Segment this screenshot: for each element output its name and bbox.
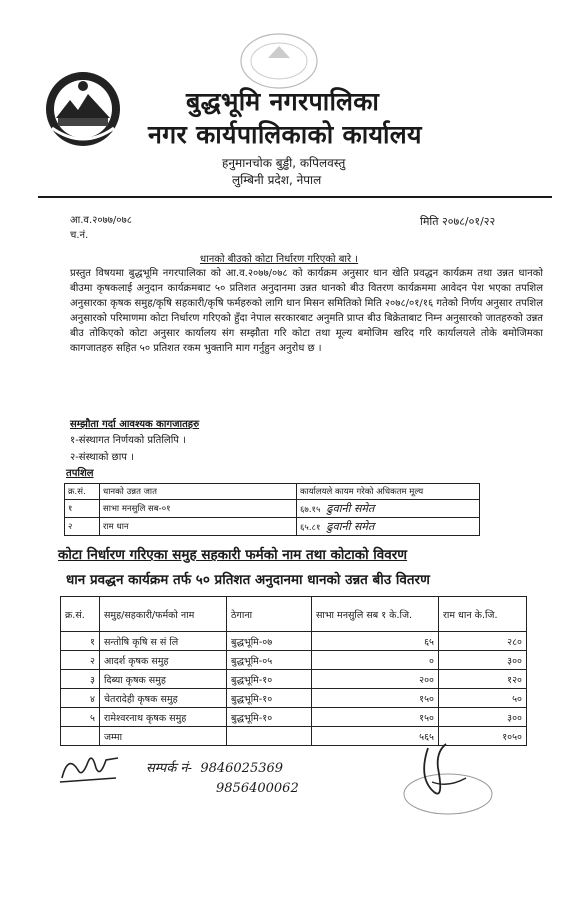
total-label-cell: जम्मा — [100, 727, 227, 746]
serial-cell: ५ — [61, 708, 100, 727]
price-value: ६७.१५ — [300, 505, 321, 515]
table-row — [61, 708, 527, 727]
group-name-cell: आदर्श कृषक समुह — [100, 651, 227, 670]
letter-body: प्रस्तुत विषयमा बुद्धभूमि नगरपालिका को आ.व.२०७७/०७८ को कार्यक्रम अनुसार धान खेति प्रवद्धन कार्यक्रम तथा उन्नत धानको बीउमा कृषकलाई अनुदान कार्यक्रमबाट ५० प्रतिशत अनुदानमा उन्नत धानको बीउ वितरण कार्यक्रममा आवेदन पेश भएका तपशिल अनुसारका कृषक समुह/कृषि सहकारी/कृषि फर्महरुको लागि धान मिसन समितिको मिति २०७८/०१/१६ गतेको निर्णय अनुसार तपशिल अनुसारको परिमाणमा कोटा निर्धारण गरिएको हुँदा नेपाल सरकारबाट अनुमति प्राप्त बीउ बिक्रेताबाट निम्न अनुसारको जातहरुको उन्नत बीउ तोकिएको कोटा अनुसार कार्यालय संग सम्झौता गरि कोटा तथा मूल्य बमोजिम खरिद गरि कार्यालयले तोके बमोजिमका कागजातहरु सहित ५० प्रतिशत रकम भुक्तानि माग गर्नुहुन अनुरोध छ । — [70, 268, 543, 354]
sabha-quantity-cell: १५० — [312, 708, 439, 727]
table-row — [61, 670, 527, 689]
column-header: क्र.सं. — [61, 597, 100, 632]
sabha-quantity-cell: २०० — [312, 670, 439, 689]
group-name-cell: सन्तोषि कृषि स सं लि — [100, 632, 227, 651]
sabha-quantity-cell: ० — [312, 651, 439, 670]
address-cell: बुद्धभूमि-०७ — [227, 632, 312, 651]
requirement-item: २-संस्थाको छाप । — [70, 452, 134, 463]
serial-cell: २ — [65, 518, 100, 536]
group-name-cell: रामेश्वरनाथ कृषक समुह — [100, 708, 227, 727]
ram-quantity-cell: ५० — [439, 689, 527, 708]
office-name-line2: नगर कार्यपालिकाको कार्यालय — [148, 120, 422, 149]
sabha-quantity-cell: १५० — [312, 689, 439, 708]
serial-cell: ३ — [61, 670, 100, 689]
signature-right — [388, 738, 496, 820]
address-cell: बुद्धभूमि-०५ — [227, 651, 312, 670]
letter-date: मिति २०७८/०१/२२ — [420, 215, 496, 228]
serial-cell: ४ — [61, 689, 100, 708]
phone-number: 9856400062 — [216, 781, 299, 796]
column-header: क्र.सं. — [65, 484, 100, 500]
table-row — [61, 632, 527, 651]
address-line2: लुम्बिनी प्रदेश, नेपाल — [232, 173, 322, 187]
ram-total-cell: १०५० — [439, 727, 527, 746]
dispatch-number: च.नं. — [70, 230, 89, 241]
serial-cell: १ — [65, 500, 100, 518]
column-header: राम धान के.जि. — [439, 597, 527, 632]
program-heading: धान प्रवद्धन कार्यक्रम तर्फ ५० प्रतिशत अनुदानमा धानको उन्नत बीउ वितरण — [66, 572, 430, 588]
office-name-line1: बुद्धभूमि नगरपालिका — [186, 87, 380, 116]
column-header: समुह/सहकारी/फर्मको नाम — [100, 597, 227, 632]
contact-line — [146, 758, 283, 776]
address-line1: हनुमानचोक बुड्ढी, कपिलवस्तु — [222, 156, 346, 170]
price-value: ६५.८१ — [300, 523, 321, 533]
price-table — [64, 483, 480, 536]
column-header: ठेगाना — [227, 597, 312, 632]
column-header: धानको उन्नत जात — [100, 484, 297, 500]
price-cell — [297, 518, 480, 536]
address-cell: बुद्धभूमि-१० — [227, 689, 312, 708]
ram-quantity-cell: १२० — [439, 670, 527, 689]
table-row — [65, 500, 480, 518]
handwritten-note: ढुवानी समेत — [326, 502, 375, 515]
signature-left — [58, 748, 128, 788]
price-cell — [297, 500, 480, 518]
letter-subject: धानको बीउको कोटा निर्धारण गरिएको बारे । — [200, 254, 359, 265]
column-header: साभा मनसुलि सब १ के.जि. — [312, 597, 439, 632]
phone-number: 9846025369 — [200, 761, 284, 776]
column-header: कार्यालयले कायम गरेको अधिकतम मूल्य — [297, 484, 480, 500]
ram-quantity-cell: ३०० — [439, 651, 527, 670]
empty-cell — [227, 727, 312, 746]
table-row — [61, 689, 527, 708]
fiscal-year: आ.व.२०७७/०७८ — [70, 215, 132, 226]
header-divider — [38, 196, 552, 198]
requirement-item: १-संस्थागत निर्णयको प्रतिलिपि । — [70, 435, 186, 446]
ram-quantity-cell: ३०० — [439, 708, 527, 727]
contact-label: सम्पर्क नं- — [146, 761, 193, 776]
quota-heading: कोटा निर्धारण गरिएका समुह सहकारी फर्मको नाम तथा कोटाको विवरण — [58, 547, 408, 563]
table-row — [61, 651, 527, 670]
details-heading: तपशिल — [66, 468, 94, 479]
handwritten-note: ढुवानी समेत — [326, 520, 375, 533]
serial-cell: २ — [61, 651, 100, 670]
office-stamp — [238, 30, 320, 92]
group-name-cell: दिब्या कृषक समुह — [100, 670, 227, 689]
sabha-quantity-cell: ६५ — [312, 632, 439, 651]
table-row — [65, 518, 480, 536]
sabha-total-cell: ५६५ — [312, 727, 439, 746]
ram-quantity-cell: २८० — [439, 632, 527, 651]
table-header-row — [65, 484, 480, 500]
variety-cell: राम धान — [100, 518, 297, 536]
group-name-cell: चेतरादेही कृषक समुह — [100, 689, 227, 708]
serial-cell: १ — [61, 632, 100, 651]
municipality-logo — [44, 70, 122, 148]
variety-cell: साभा मनसुलि सब-०१ — [100, 500, 297, 518]
empty-cell — [61, 727, 100, 746]
quota-table — [60, 596, 527, 746]
address-cell: बुद्धभूमि-१० — [227, 708, 312, 727]
requirements-heading: सम्झौता गर्दा आवश्यक कागजातहरु — [70, 419, 200, 430]
table-header-row — [61, 597, 527, 632]
address-cell: बुद्धभूमि-१० — [227, 670, 312, 689]
